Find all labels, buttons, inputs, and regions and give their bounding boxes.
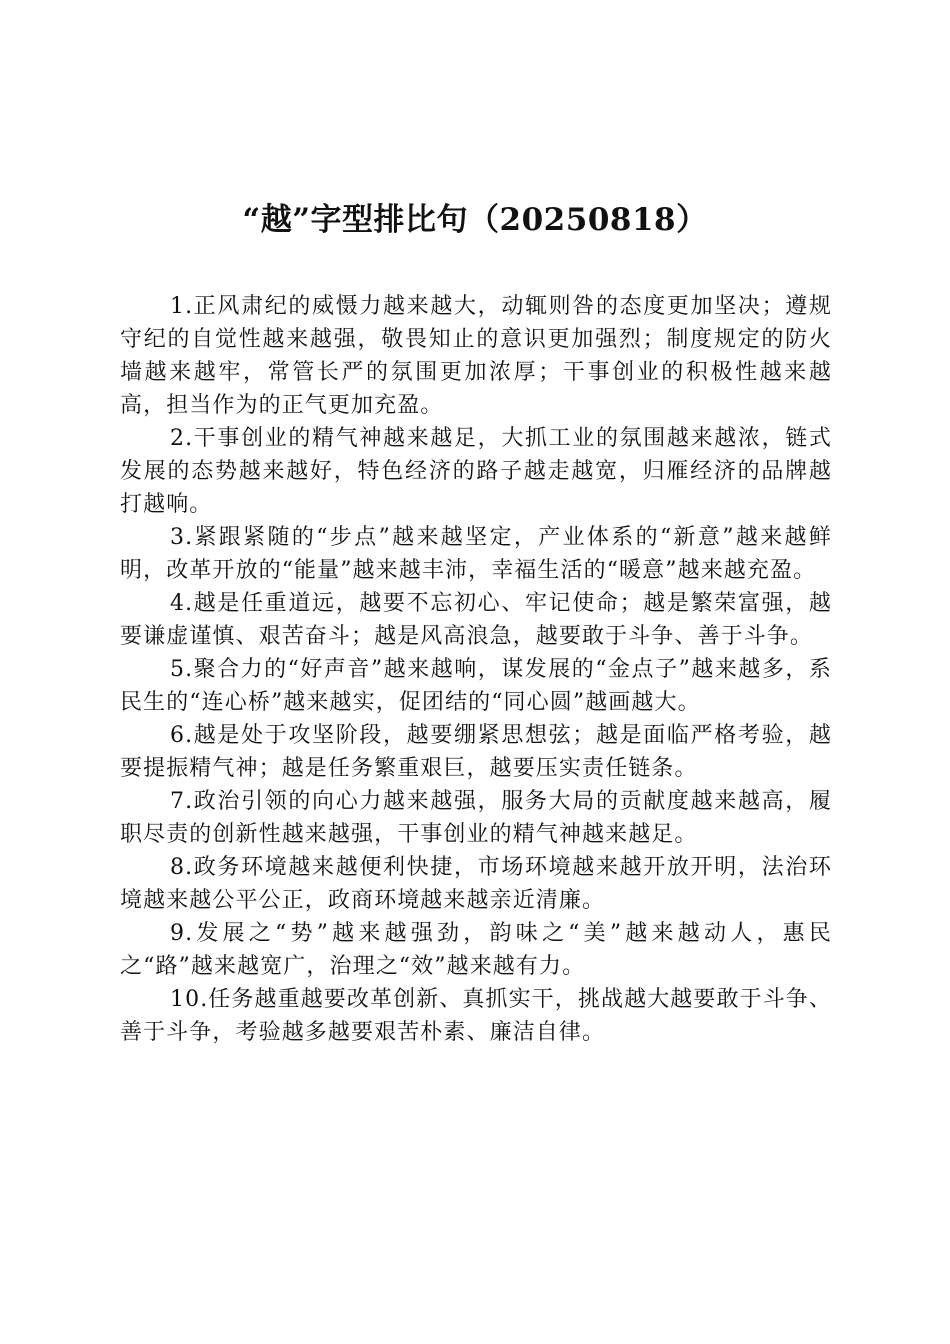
paragraph-5: 5.聚合力的“好声音”越来越响，谋发展的“金点子”越来越多，系民生的“连心桥”越来越实，促团结的“同心圆”越画越大。 <box>120 657 832 715</box>
paragraph-4: 4.越是任重道远，越要不忘初心、牢记使命；越是繁荣富强，越要谦虚谨慎、艰苦奋斗；越是风高浪急，越要敢于斗争、善于斗争。 <box>120 591 832 649</box>
paragraph-2: 2.干事创业的精气神越来越足，大抓工业的氛围越来越浓，链式发展的态势越来越好，特色经济的路子越走越宽，归雁经济的品牌越打越响。 <box>120 426 832 517</box>
paragraph-6: 6.越是处于攻坚阶段，越要绷紧思想弦；越是面临严格考验，越要提振精气神；越是任务繁重艰巨，越要压实责任链条。 <box>120 723 832 781</box>
paragraph-8: 8.政务环境越来越便利快捷，市场环境越来越开放开明，法治环境越来越公平公正，政商环境越来越亲近清廉。 <box>120 855 832 913</box>
paragraph-9: 9.发展之“势”越来越强劲，韵味之“美”越来越动人，惠民之“路”越来越宽广，治理之“效”越来越有力。 <box>120 921 832 979</box>
paragraph-1: 1.正风肃纪的威慑力越来越大，动辄则咎的态度更加坚决；遵规守纪的自觉性越来越强，敬畏知止的意识更加强烈；制度规定的防火墙越来越牢，常管长严的氛围更加浓厚；干事创业的积极性越来越高，担当作为的正气更加充盈。 <box>120 294 832 418</box>
document-title: “越”字型排比句（20250818） <box>242 202 708 238</box>
paragraph-3: 3.紧跟紧随的“步点”越来越坚定，产业体系的“新意”越来越鲜明，改革开放的“能量”越来越丰沛，幸福生活的“暖意”越来越充盈。 <box>120 525 832 583</box>
paragraph-7: 7.政治引领的向心力越来越强，服务大局的贡献度越来越高，履职尽责的创新性越来越强，干事创业的精气神越来越足。 <box>120 789 832 847</box>
document-body <box>120 290 832 1049</box>
paragraph-10: 10.任务越重越要改革创新、真抓实干，挑战越大越要敢于斗争、善于斗争，考验越多越要艰苦朴素、廉洁自律。 <box>120 987 832 1045</box>
